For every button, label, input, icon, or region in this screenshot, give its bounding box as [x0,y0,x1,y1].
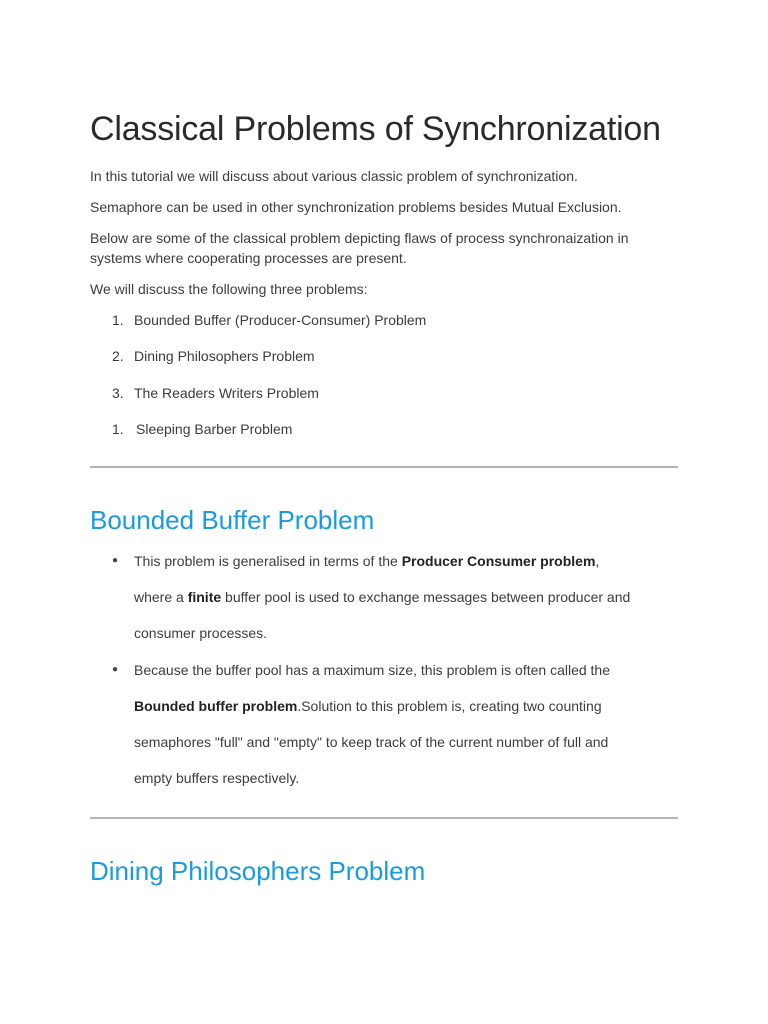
list-item-label: Dining Philosophers Problem [134,348,315,364]
bold-term: Producer Consumer problem [401,553,596,569]
bullet-text: Because the buffer pool has a maximum size, this problem is often called the Bounded buffer problem.Solution to this problem is, creating two counting semaphores "full" and "empty" to keep track of the current number of full and empty buffers respectively. [134,662,610,786]
list-item-label: Bounded Buffer (Producer-Consumer) Problem [134,312,427,328]
list-number: 1. [112,421,124,437]
intro-paragraph-1: In this tutorial we will discuss about various classic problem of synchronization. [90,168,578,184]
section-heading-bounded-buffer: Bounded Buffer Problem [90,505,375,535]
list-item-label: The Readers Writers Problem [134,385,319,401]
bullet-icon: ● [112,664,119,675]
bold-term: finite [187,589,222,605]
intro-paragraph-3: Below are some of the classical problem depicting flaws of process synchronaization in systems where cooperating processes are present. [90,230,629,266]
list-item-label: Sleeping Barber Problem [136,421,293,437]
bullet-icon: ● [112,555,119,566]
intro-paragraph-4: We will discuss the following three problems: [90,281,368,297]
list-number: 1. [112,312,124,328]
section-divider [90,817,678,819]
intro-paragraph-2: Semaphore can be used in other synchronization problems besides Mutual Exclusion. [90,199,622,215]
section-divider [90,466,678,468]
page-title: Classical Problems of Synchronization [90,110,661,148]
list-number: 2. [112,348,124,364]
bullet-text: This problem is generalised in terms of the Producer Consumer problem, where a finite buffer pool is used to exchange messages between producer and consumer processes. [134,553,631,641]
section-heading-dining-philosophers: Dining Philosophers Problem [90,856,426,886]
list-number: 3. [112,385,124,401]
bold-term: Bounded buffer problem [134,698,298,714]
